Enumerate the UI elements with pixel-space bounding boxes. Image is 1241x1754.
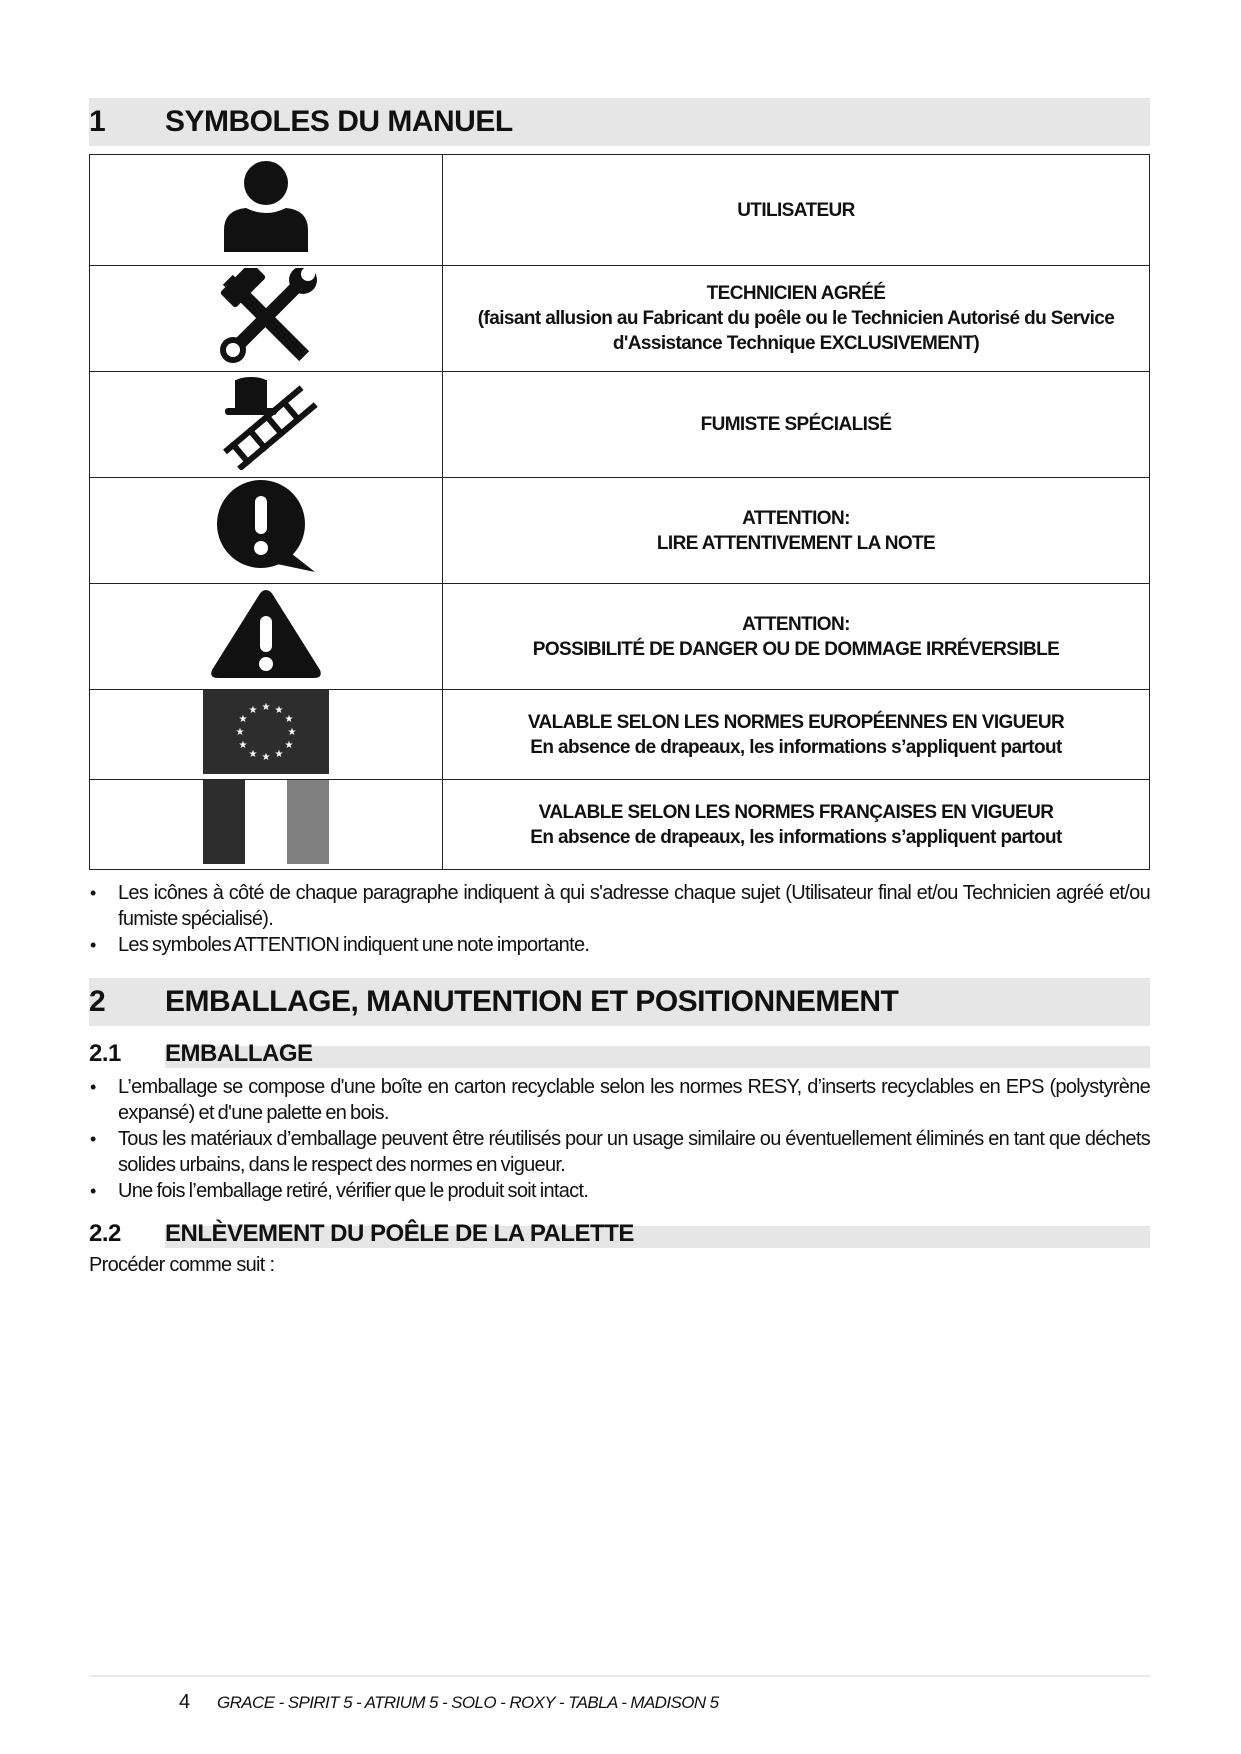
symbol-label: ATTENTION: [742, 613, 850, 635]
symbol-label: VALABLE SELON LES NORMES FRANÇAISES EN VIGUEUR [538, 801, 1054, 823]
french-flag-icon [203, 780, 329, 864]
subsection-number: 2.2 [89, 1220, 121, 1247]
page-content [89, 98, 1150, 1277]
svg-text:★: ★ [261, 702, 271, 713]
svg-text:★: ★ [248, 705, 258, 716]
section-title: EMBALLAGE, MANUTENTION ET POSITIONNEMENT [165, 985, 899, 1018]
svg-text:★: ★ [261, 752, 271, 763]
procedure-intro: Procéder comme suit : [89, 1254, 275, 1276]
chimney-sweep-icon [211, 374, 321, 470]
table-row [90, 266, 1150, 372]
list-item: • Les icônes à côté de chaque paragraphe indiquent à qui s'adresse chaque sujet (Utilisateur final et/ou Technicien agréé et/ou fumiste spécialisé). [89, 880, 1150, 932]
svg-text:★: ★ [274, 749, 284, 760]
symbol-cell [90, 690, 443, 780]
subsection-2-1-heading [89, 1042, 1150, 1068]
symbol-description [443, 155, 1150, 266]
symbol-cell [90, 266, 443, 372]
symbol-detail: En absence de drapeaux, les informations s’appliquent partout [530, 826, 1062, 848]
symbol-detail: POSSIBILITÉ DE DANGER OU DE DOMMAGE IRRÉVERSIBLE [532, 638, 1060, 660]
list-item: • Tous les matériaux d’emballage peuvent être réutilisés pour un usage similaire ou éventuellement éliminés en tant que déchets solides urbains, dans le respect des normes en vigueur. [89, 1126, 1150, 1178]
symbol-cell [90, 372, 443, 478]
subsection-number: 2.1 [89, 1040, 121, 1067]
symbol-description [443, 780, 1150, 870]
symbol-detail: d'Assistance Technique EXCLUSIVEMENT) [612, 333, 980, 354]
packaging-list [89, 1074, 1150, 1204]
warning-triangle-icon [208, 586, 324, 682]
symbol-cell [90, 584, 443, 690]
user-icon [216, 160, 316, 256]
symbol-description [443, 372, 1150, 478]
section-number: 2 [89, 985, 106, 1018]
svg-text:★: ★ [235, 727, 245, 738]
list-item: • Une fois l’emballage retiré, vérifier que le produit soit intact. [89, 1178, 1150, 1204]
attention-bubble-icon [211, 480, 321, 576]
svg-text:★: ★ [287, 727, 297, 738]
symbol-label: ATTENTION: [742, 507, 850, 529]
symbol-cell [90, 780, 443, 870]
table-row [90, 780, 1150, 870]
footer-models: GRACE - SPIRIT 5 - ATRIUM 5 - SOLO - ROXY - TABLA - MADISON 5 [217, 1693, 719, 1712]
symbol-notes-list [89, 880, 1150, 958]
table-row [90, 478, 1150, 584]
section-number: 1 [89, 105, 106, 138]
svg-text:★: ★ [248, 749, 258, 760]
symbol-description [443, 584, 1150, 690]
page-number: 4 [179, 1691, 191, 1713]
symbol-detail: (faisant allusion au Fabricant du poêle ou le Technicien Autorisé du Service [477, 308, 1115, 329]
section-2-heading [89, 978, 1150, 1026]
symbol-label: UTILISATEUR [737, 199, 855, 221]
svg-text:★: ★ [284, 714, 294, 725]
page-footer [89, 1675, 1150, 1713]
svg-text:★: ★ [284, 740, 294, 751]
table-row [90, 155, 1150, 266]
subsection-title: ENLÈVEMENT DU POÊLE DE LA PALETTE [165, 1220, 1150, 1248]
svg-text:★: ★ [238, 714, 248, 725]
symbol-label: VALABLE SELON LES NORMES EUROPÉENNES EN VIGUEUR [527, 711, 1065, 733]
svg-text:★: ★ [274, 705, 284, 716]
table-row [90, 584, 1150, 690]
svg-text:★: ★ [238, 740, 248, 751]
symbol-description [443, 690, 1150, 780]
symbol-description [443, 478, 1150, 584]
subsection-2-2-heading [89, 1222, 1150, 1248]
symbol-description [443, 266, 1150, 372]
list-item: • Les symboles ATTENTION indiquent une note importante. [89, 932, 1150, 958]
section-title: SYMBOLES DU MANUEL [165, 105, 513, 138]
subsection-title: EMBALLAGE [165, 1040, 1150, 1068]
symbol-cell [90, 155, 443, 266]
symbol-label: FUMISTE SPÉCIALISÉ [700, 414, 892, 435]
symbol-detail: En absence de drapeaux, les informations s’appliquent partout [530, 736, 1062, 758]
table-row [90, 690, 1150, 780]
symbols-table [89, 154, 1150, 870]
symbol-cell [90, 478, 443, 584]
section-1-heading [89, 98, 1150, 146]
hammer-wrench-icon [211, 268, 321, 364]
eu-flag-icon [203, 690, 329, 774]
list-item: • L’emballage se compose d'une boîte en carton recyclable selon les normes RESY, d’inserts recyclables en EPS (polystyrène expansé) et d'une palette en bois. [89, 1074, 1150, 1126]
table-row [90, 372, 1150, 478]
symbol-detail: LIRE ATTENTIVEMENT LA NOTE [656, 532, 936, 554]
symbol-label: TECHNICIEN AGRÉÉ [706, 283, 886, 304]
